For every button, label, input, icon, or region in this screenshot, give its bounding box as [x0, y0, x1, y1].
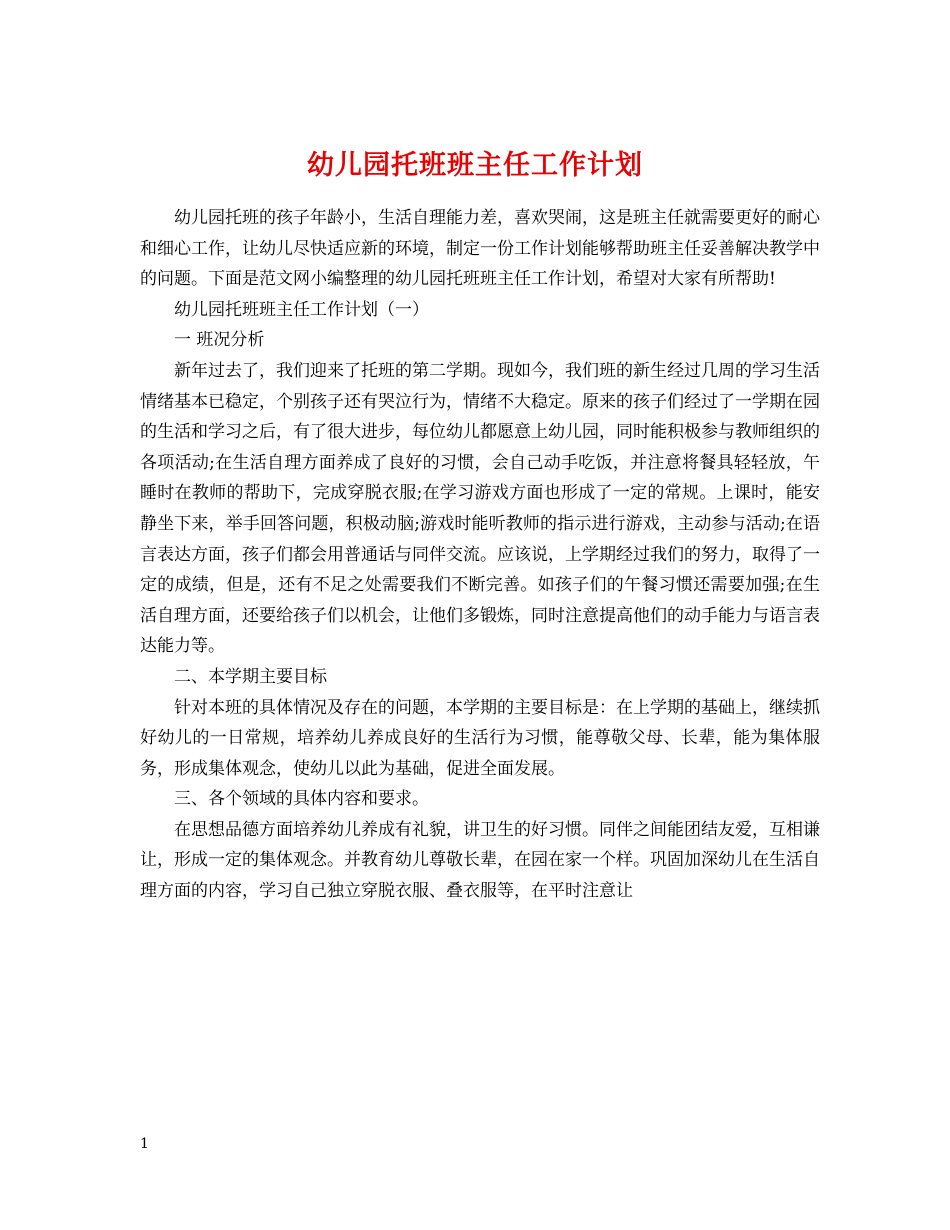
section-heading-domain-requirements: 三、各个领域的具体内容和要求。 — [174, 789, 429, 810]
plan-subtitle: 幼儿园托班班主任工作计划（一） — [174, 299, 429, 320]
document-body — [140, 203, 820, 907]
domain-requirements-paragraph: 在思想品德方面培养幼儿养成有礼貌，讲卫生的好习惯。同伴之间能团结友爱，互相谦让，形成一定的集体观念。并教育幼儿尊敬长辈，在园在家一个样。巩固加深幼儿在生活自理方面的内容，学习自己独立穿脱衣服、叠衣服等，在平时注意让 — [140, 819, 820, 902]
class-analysis-paragraph: 新年过去了，我们迎来了托班的第二学期。现如今，我们班的新生经过几周的学习生活情绪基本已稳定，个别孩子还有哭泣行为，情绪不大稳定。原来的孩子们经过了一学期在园的生活和学习之后，有了很大进步，每位幼儿都愿意上幼儿园，同时能积极参与教师组织的各项活动;在生活自理方面养成了良好的习惯，会自己动手吃饭，并注意将餐具轻轻放，午睡时在教师的帮助下，完成穿脱衣服;在学习游戏方面也形成了一定的常规。上课时，能安静坐下来，举手回答问题，积极动脑;游戏时能听教师的指示进行游戏，主动参与活动;在语言表达方面，孩子们都会用普通话与同伴交流。应该说，上学期经过我们的努力，取得了一定的成绩，但是，还有不足之处需要我们不断完善。如孩子们的午餐习惯还需要加强;在生活自理方面，还要给孩子们以机会，让他们多锻炼，同时注意提高他们的动手能力与语言表达能力等。 — [140, 360, 820, 657]
document-title: 幼儿园托班班主任工作计划 — [307, 150, 643, 182]
section-heading-main-goals: 二、本学期主要目标 — [174, 666, 327, 687]
section-heading-class-analysis: 一 班况分析 — [174, 330, 265, 351]
intro-paragraph: 幼儿园托班的孩子年龄小，生活自理能力差，喜欢哭闹，这是班主任就需要更好的耐心和细心工作，让幼儿尽快适应新的环境，制定一份工作计划能够帮助班主任妥善解决教学中的问题。下面是范文网小编整理的幼儿园托班班主任工作计划，希望对大家有所帮助! — [140, 208, 820, 290]
page-number: 1 — [140, 1136, 149, 1152]
main-goals-paragraph: 针对本班的具体情况及存在的问题，本学期的主要目标是：在上学期的基础上，继续抓好幼儿的一日常规，培养幼儿养成良好的生活行为习惯，能尊敬父母、长辈，能为集体服务，形成集体观念，使幼儿以此为基础，促进全面发展。 — [140, 697, 820, 779]
